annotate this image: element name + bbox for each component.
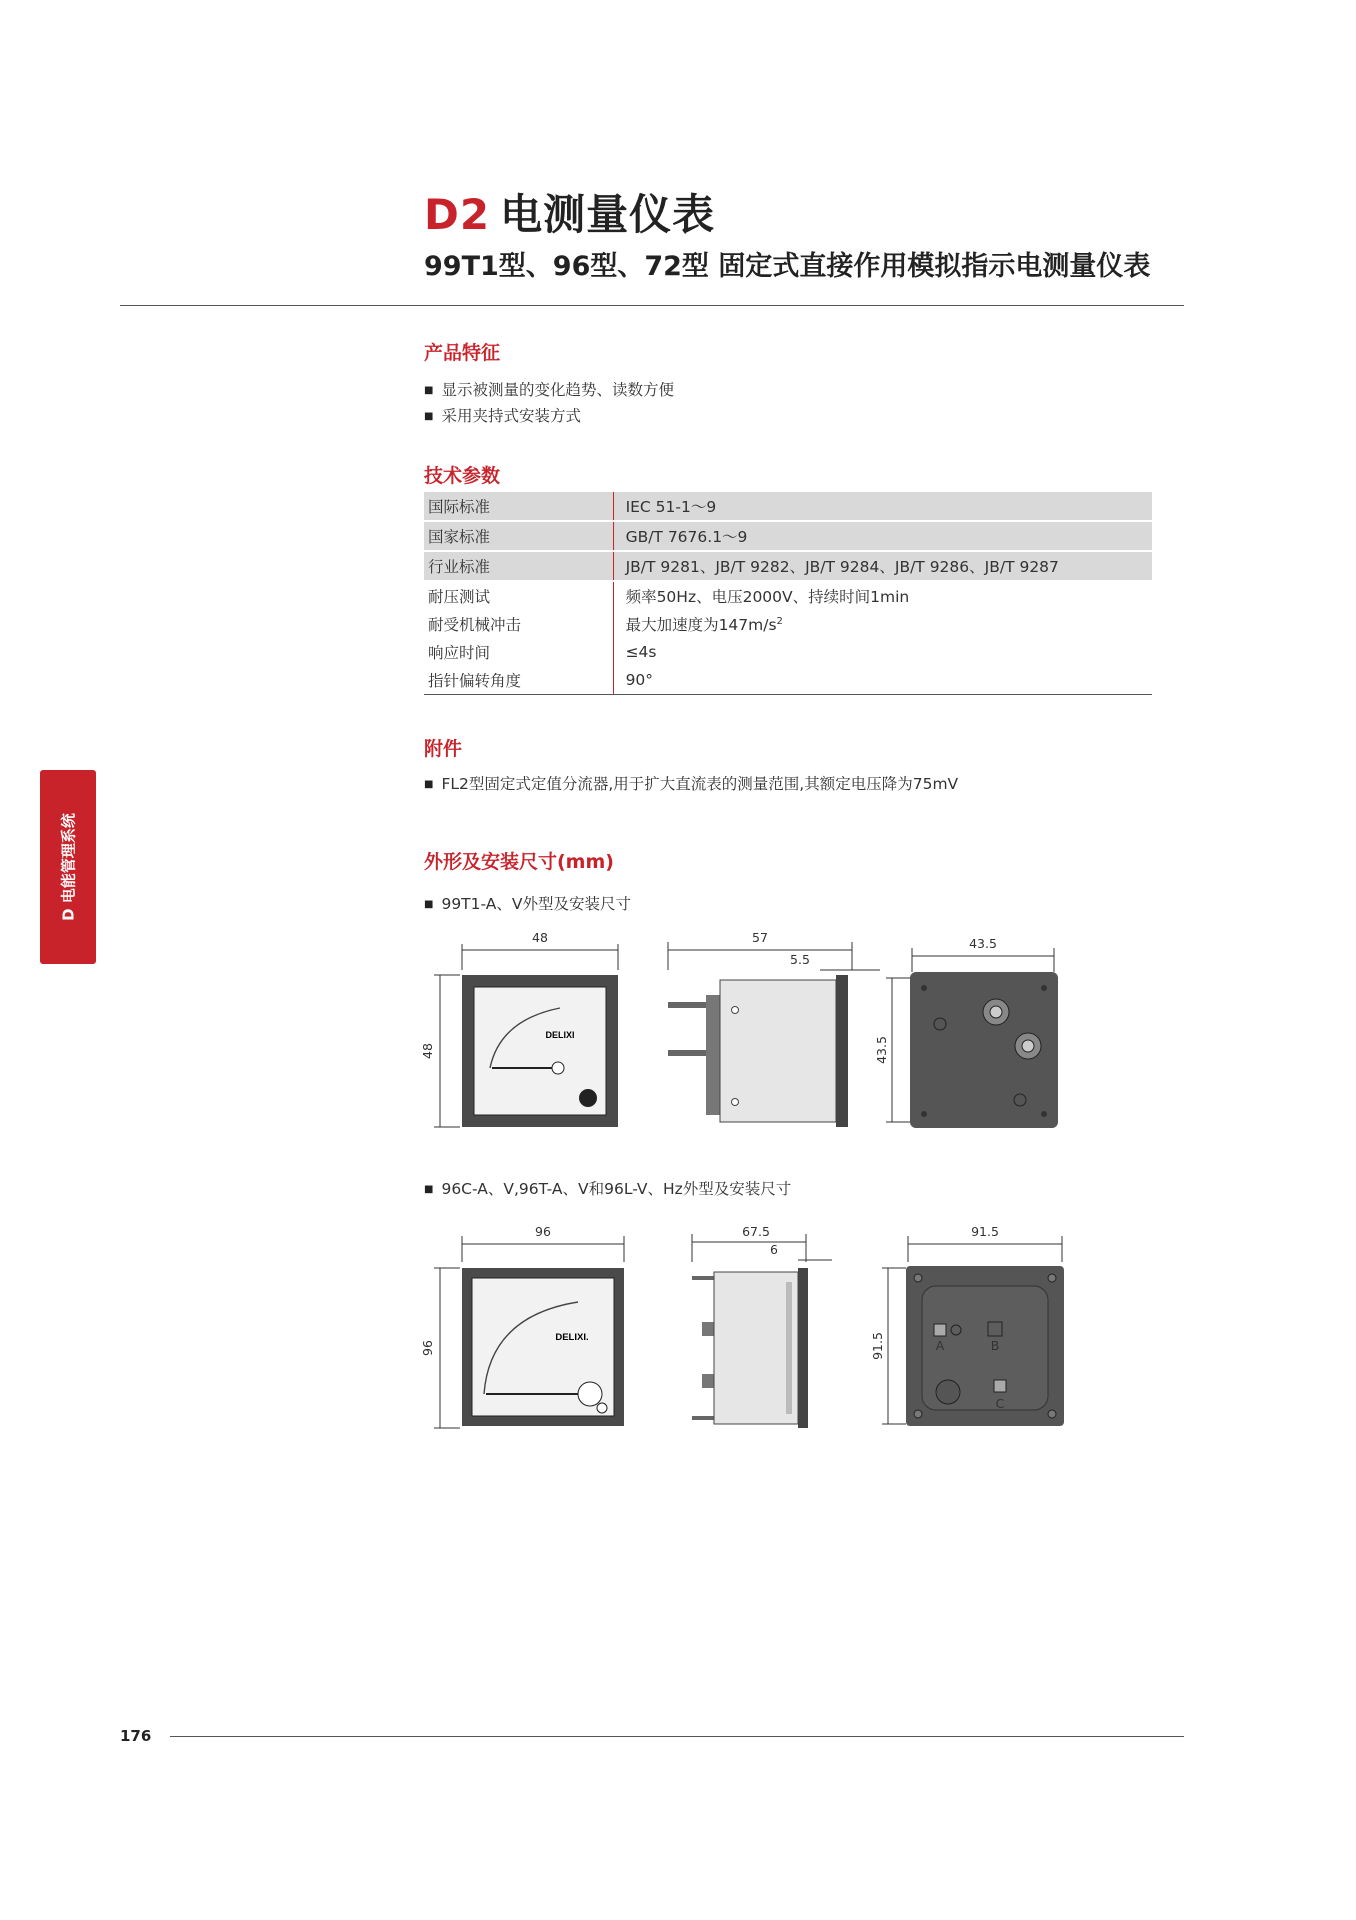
side-flange-label: 5.5	[790, 952, 810, 967]
spec-value-text: 最大加速度为147m/s	[625, 616, 777, 634]
spec-value: GB/T 7676.1～9	[613, 521, 1152, 551]
front-brand-label: DELIXI.	[555, 1332, 589, 1343]
spec-value: 频率50Hz、电压2000V、持续时间1min	[625, 588, 910, 606]
side-view-96	[692, 1224, 832, 1428]
spec-key: 国际标准	[424, 492, 613, 521]
front-view-96	[420, 1224, 624, 1428]
spec-value	[613, 610, 1152, 638]
front-view-99t1	[420, 930, 618, 1127]
back-width-label: 91.5	[971, 1224, 999, 1239]
side-view-99t1	[668, 930, 880, 1127]
terminal-c-label: C	[995, 1396, 1005, 1411]
features-heading: 产品特征	[424, 342, 501, 364]
side-depth-label: 67.5	[742, 1224, 770, 1239]
spec-value: JB/T 9281、JB/T 9282、JB/T 9284、JB/T 9286、JB/T 9287	[613, 551, 1152, 581]
spec-value: ≤4s	[625, 643, 657, 661]
spec-row	[424, 610, 1152, 638]
side-tab-label: D 电能管理系统	[59, 813, 78, 921]
spec-value-superscript: 2	[776, 615, 783, 627]
accessories-heading: 附件	[424, 738, 463, 760]
dimension-group-label: ■ 96C-A、V,96T-A、V和96L-V、Hz外型及安装尺寸	[424, 1177, 791, 1199]
section-code: D2	[424, 190, 491, 239]
dimension-group-label: ■ 99T1-A、V外型及安装尺寸	[424, 892, 631, 914]
header-divider	[120, 305, 1184, 306]
spec-row	[424, 551, 1152, 581]
feature-item: ■ 采用夹持式安装方式	[424, 404, 581, 426]
spec-key: 指针偏转角度	[424, 666, 613, 694]
section-title: 电测量仪表	[500, 190, 716, 239]
section-side-tab	[40, 770, 96, 964]
front-height-label: 96	[420, 1340, 435, 1356]
dimensions-heading: 外形及安装尺寸(mm)	[424, 851, 614, 873]
spec-row	[424, 521, 1152, 551]
terminal-a-label: A	[935, 1338, 945, 1353]
accessory-item: ■ FL2型固定式定值分流器,用于扩大直流表的测量范围,其额定电压降为75mV	[424, 772, 958, 794]
page-title	[424, 182, 715, 242]
spec-value: 90°	[625, 671, 654, 689]
spec-row	[424, 492, 1152, 521]
meter-96-drawings	[420, 1222, 1080, 1442]
spec-row	[424, 581, 1152, 610]
back-view-96	[870, 1224, 1064, 1426]
back-height-label: 91.5	[870, 1332, 885, 1360]
specs-table-wrapper	[424, 492, 1152, 695]
spec-value: IEC 51-1～9	[613, 492, 1152, 521]
spec-key: 耐受机械冲击	[424, 610, 613, 638]
side-depth-label: 57	[752, 930, 768, 945]
front-brand-label: DELIXI	[545, 1030, 575, 1040]
spec-key: 行业标准	[424, 551, 613, 581]
specs-heading: 技术参数	[424, 465, 501, 487]
back-view-99t1	[874, 936, 1058, 1128]
spec-row	[424, 638, 1152, 666]
spec-row	[424, 666, 1152, 694]
spec-key: 国家标准	[424, 521, 613, 551]
front-height-label: 48	[420, 1043, 435, 1059]
back-height-label: 43.5	[874, 1036, 889, 1064]
feature-item: ■ 显示被测量的变化趋势、读数方便	[424, 378, 674, 400]
spec-key: 响应时间	[424, 638, 613, 666]
page-number: 176	[120, 1727, 152, 1745]
side-flange-label: 6	[770, 1242, 778, 1257]
terminal-b-label: B	[990, 1338, 1000, 1353]
spec-key: 耐压测试	[424, 581, 613, 610]
footer-divider	[170, 1736, 1184, 1737]
front-width-label: 96	[535, 1224, 551, 1239]
front-width-label: 48	[532, 930, 548, 945]
back-width-label: 43.5	[969, 936, 997, 951]
page-subtitle: 99T1型、96型、72型 固定式直接作用模拟指示电测量仪表	[424, 251, 1151, 282]
specs-table	[424, 492, 1152, 694]
meter-99t1-drawings	[420, 920, 1080, 1140]
